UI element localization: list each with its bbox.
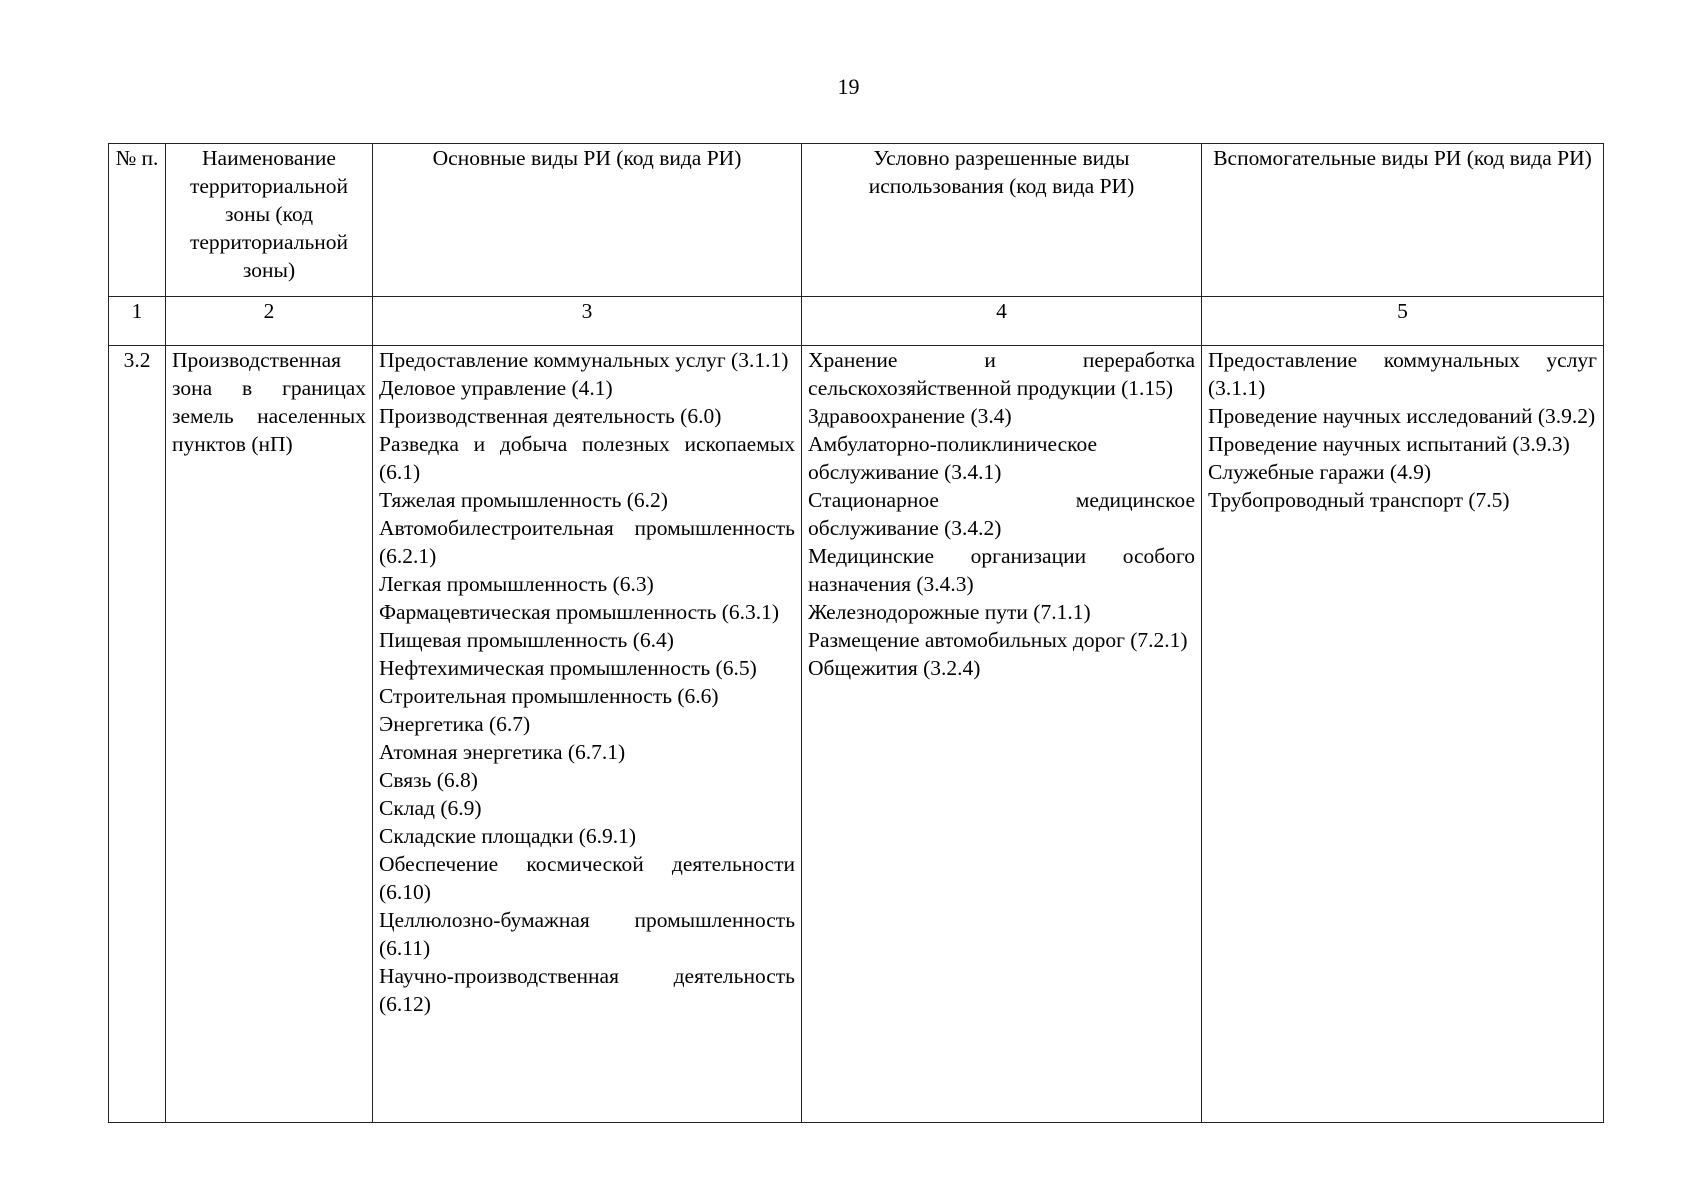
main-use-item: Деловое управление (4.1) bbox=[379, 376, 613, 400]
table-row bbox=[109, 346, 1604, 1123]
main-use-item: Связь (6.8) bbox=[379, 768, 478, 792]
main-use-item: Разведка и добыча полезных ископаемых (6.1) bbox=[379, 432, 795, 484]
auxiliary-use-item: Проведение научных исследований (3.9.2) bbox=[1208, 404, 1596, 428]
conditional-use-item: Железнодорожные пути (7.1.1) bbox=[808, 600, 1091, 624]
conditional-uses-cell bbox=[802, 346, 1202, 1123]
main-use-item: Научно-производственная деятельность (6.12) bbox=[379, 964, 795, 1016]
auxiliary-use-item: Проведение научных испытаний (3.9.3) bbox=[1208, 432, 1570, 456]
main-use-item: Строительная промышленность (6.6) bbox=[379, 684, 719, 708]
conditional-use-item: Здравоохранение (3.4) bbox=[808, 404, 1012, 428]
main-use-item: Автомобилестроительная промышленность (6.2.1) bbox=[379, 516, 795, 568]
main-use-item: Энергетика (6.7) bbox=[379, 712, 531, 736]
main-uses-cell bbox=[373, 346, 802, 1123]
main-use-item: Атомная энергетика (6.7.1) bbox=[379, 740, 626, 764]
column-number: 4 bbox=[802, 297, 1202, 346]
header-number: № п. bbox=[109, 144, 166, 297]
main-use-item: Обеспечение космической деятельности (6.10) bbox=[379, 852, 795, 904]
main-use-item: Производственная деятельность (6.0) bbox=[379, 404, 722, 428]
zone-name: Производственная зона в границах земель населенных пунктов (нП) bbox=[172, 348, 366, 456]
conditional-use-item: Общежития (3.2.4) bbox=[808, 656, 981, 680]
main-use-item: Нефтехимическая промышленность (6.5) bbox=[379, 656, 757, 680]
zone-name-cell bbox=[166, 346, 373, 1123]
main-use-item: Тяжелая промышленность (6.2) bbox=[379, 488, 668, 512]
page-number: 19 bbox=[837, 74, 860, 99]
main-use-item: Целлюлозно-бумажная промышленность (6.11) bbox=[379, 908, 795, 960]
main-use-item: Пищевая промышленность (6.4) bbox=[379, 628, 674, 652]
main-use-item: Предоставление коммунальных услуг (3.1.1) bbox=[379, 348, 789, 372]
zones-table bbox=[108, 143, 1604, 1123]
header-zone-name: Наименование территориальной зоны (код территориальной зоны) bbox=[166, 144, 373, 297]
column-number-row bbox=[109, 297, 1604, 346]
header-auxiliary-uses: Вспомогательные виды РИ (код вида РИ) bbox=[1202, 144, 1604, 297]
conditional-use-item: Стационарное медицинское обслуживание (3.4.2) bbox=[808, 488, 1195, 540]
row-number: 3.2 bbox=[109, 346, 166, 1123]
column-number: 3 bbox=[373, 297, 802, 346]
header-row bbox=[109, 144, 1604, 297]
conditional-use-item: Амбулаторно-поликлиническое обслуживание (3.4.1) bbox=[808, 432, 1098, 484]
auxiliary-use-item: Предоставление коммунальных услуг (3.1.1) bbox=[1208, 348, 1597, 400]
conditional-use-item: Медицинские организации особого назначения (3.4.3) bbox=[808, 544, 1195, 596]
conditional-use-item: Размещение автомобильных дорог (7.2.1) bbox=[808, 628, 1188, 652]
main-use-item: Фармацевтическая промышленность (6.3.1) bbox=[379, 600, 780, 624]
header-conditional-uses: Условно разрешенные виды использования (код вида РИ) bbox=[802, 144, 1202, 297]
main-use-item: Склад (6.9) bbox=[379, 796, 482, 820]
column-number: 2 bbox=[166, 297, 373, 346]
auxiliary-uses-cell bbox=[1202, 346, 1604, 1123]
column-number: 1 bbox=[109, 297, 166, 346]
auxiliary-use-item: Трубопроводный транспорт (7.5) bbox=[1208, 488, 1510, 512]
column-number: 5 bbox=[1202, 297, 1604, 346]
header-main-uses: Основные виды РИ (код вида РИ) bbox=[373, 144, 802, 297]
main-use-item: Легкая промышленность (6.3) bbox=[379, 572, 654, 596]
main-use-item: Складские площадки (6.9.1) bbox=[379, 824, 637, 848]
conditional-use-item: Хранение и переработка сельскохозяйственной продукции (1.15) bbox=[808, 348, 1195, 400]
auxiliary-use-item: Служебные гаражи (4.9) bbox=[1208, 460, 1432, 484]
